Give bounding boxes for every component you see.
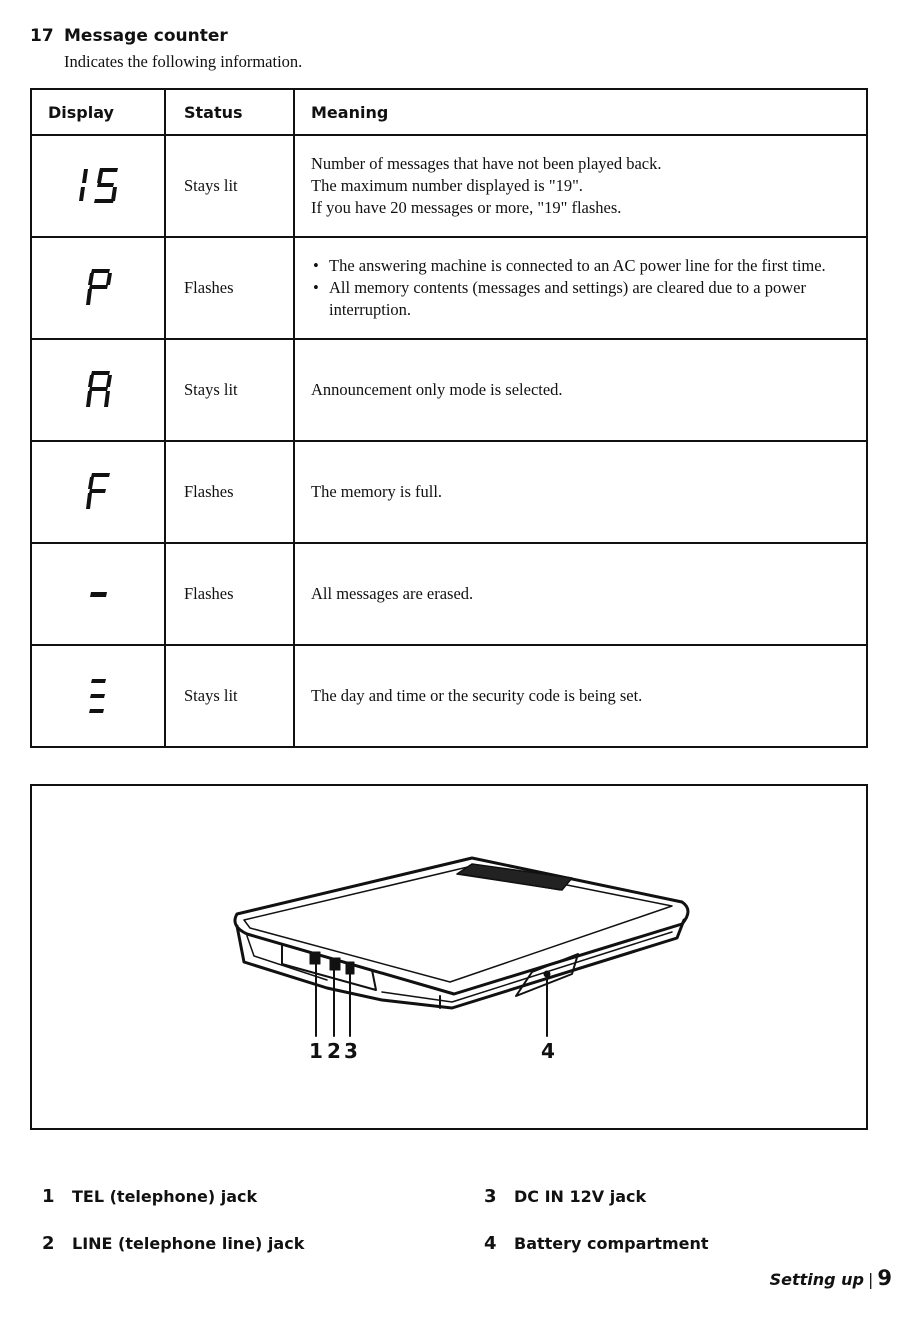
meaning-cell: The memory is full. xyxy=(294,441,867,543)
display-cell xyxy=(31,339,165,441)
legend-number: 1 xyxy=(42,1186,55,1207)
page-number: 9 xyxy=(877,1266,892,1290)
letter-p-icon xyxy=(78,263,118,313)
header-meaning: Meaning xyxy=(294,89,867,135)
status-cell: Stays lit xyxy=(165,339,294,441)
list-item: • All memory contents (messages and settings) are cleared due to a power interruption. xyxy=(311,277,854,321)
status-cell: Flashes xyxy=(165,237,294,339)
meaning-cell: All messages are erased. xyxy=(294,543,867,645)
three-bars-icon xyxy=(78,671,118,721)
list-item: • The answering machine is connected to an AC power line for the first time. xyxy=(311,255,854,277)
meaning-bullet-list xyxy=(311,255,854,321)
table-row xyxy=(31,441,867,543)
answering-machine-illustration xyxy=(32,786,868,1130)
display-cell xyxy=(31,543,165,645)
section-heading xyxy=(30,26,228,46)
status-cell: Flashes xyxy=(165,441,294,543)
page-footer xyxy=(770,1266,892,1290)
table-row xyxy=(31,339,867,441)
display-cell xyxy=(31,135,165,237)
display-cell xyxy=(31,645,165,747)
status-cell: Flashes xyxy=(165,543,294,645)
legend-number: 2 xyxy=(42,1233,55,1254)
header-status: Status xyxy=(165,89,294,135)
meaning-line: Number of messages that have not been played back. xyxy=(311,154,662,173)
legend-item-line-jack xyxy=(42,1233,304,1254)
display-cell xyxy=(31,441,165,543)
legend-item-battery-compartment xyxy=(484,1233,709,1254)
legend-item-tel-jack xyxy=(42,1186,257,1207)
legend-item-dc-in-jack xyxy=(484,1186,646,1207)
header-display: Display xyxy=(31,89,165,135)
meaning-cell xyxy=(294,237,867,339)
digits-15-icon xyxy=(68,161,128,211)
table-row xyxy=(31,543,867,645)
callout-4: 4 xyxy=(541,1039,555,1063)
meaning-cell: Announcement only mode is selected. xyxy=(294,339,867,441)
callout-2: 2 xyxy=(327,1039,341,1063)
section-intro: Indicates the following information. xyxy=(64,52,303,71)
meaning-line: If you have 20 messages or more, "19" flashes. xyxy=(311,198,622,217)
status-cell: Stays lit xyxy=(165,645,294,747)
letter-a-icon xyxy=(78,365,118,415)
status-cell: Stays lit xyxy=(165,135,294,237)
legend-label: TEL (telephone) jack xyxy=(72,1187,258,1206)
device-illustration-box xyxy=(30,784,868,1130)
footer-separator: | xyxy=(867,1270,874,1289)
meaning-cell xyxy=(294,135,867,237)
legend-number: 4 xyxy=(484,1233,497,1254)
meaning-cell: The day and time or the security code is being set. xyxy=(294,645,867,747)
letter-f-icon xyxy=(78,467,118,517)
meaning-line: The maximum number displayed is "19". xyxy=(311,176,583,195)
table-header-row xyxy=(31,89,867,135)
legend-label: DC IN 12V jack xyxy=(514,1187,647,1206)
legend-number: 3 xyxy=(484,1186,497,1207)
dash-icon xyxy=(78,569,118,619)
display-cell xyxy=(31,237,165,339)
callout-1: 1 xyxy=(309,1039,323,1063)
table-row xyxy=(31,135,867,237)
section-title: Message counter xyxy=(64,26,228,46)
table-row xyxy=(31,237,867,339)
legend-label: LINE (telephone line) jack xyxy=(72,1234,305,1253)
legend-label: Battery compartment xyxy=(514,1234,709,1253)
callout-3: 3 xyxy=(344,1039,358,1063)
footer-section-label: Setting up xyxy=(769,1270,864,1289)
section-number: 17 xyxy=(30,26,54,46)
table-row xyxy=(31,645,867,747)
message-counter-table xyxy=(30,88,868,748)
